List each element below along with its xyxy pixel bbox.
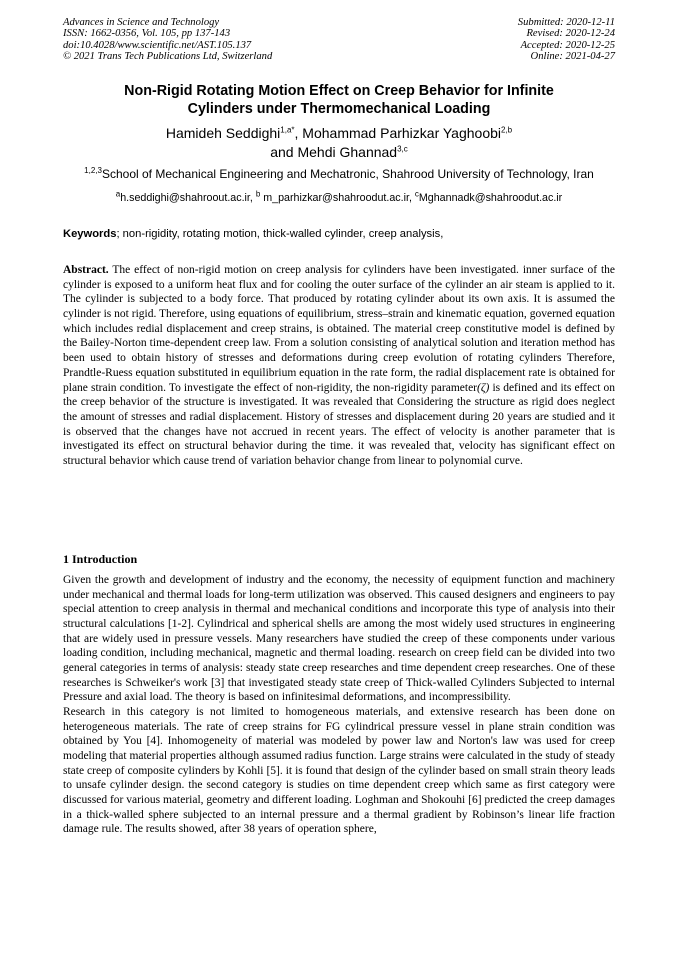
author-name: Mehdi Ghannad (297, 144, 398, 160)
accepted-date: Accepted: 2020-12-25 (520, 39, 615, 51)
author-emails (40, 191, 638, 205)
paragraph: Given the growth and development of industry and the economy, the necessity of equipment function and machinery under mechanical and thermal loads for long-term utilization was observed. This caused designers and engineers to pay special attention to creep analysis in thermal and mechanical conditions and incorporate this type of analysis into their structural calculations [1-2]. Cylindrical and spherical shells are among the most widely used structures in engineering that are widely used in pressure vessels. Many researchers have studied the creep of these components under various loading condition, including mechanical, magnetic and thermal loading. research on creep field can be divided into two general categories in terms of analysis: steady state creep researches and time dependent creep researches. One of these researches is Schweiker's work [3] that investigated steady state creep of Thick-walled Cylinders Subjected to internal Pressure and axial load. The theory is based on infinitesimal deformations, and incompressibility. (63, 574, 615, 704)
keywords-label: Keywords (63, 228, 117, 240)
author-and: and (270, 144, 298, 160)
issn-line: ISSN: 1662-0356, Vol. 105, pp 137-143 (63, 28, 231, 40)
email-c[interactable]: Mghannadk@shahroodut.ac.ir (418, 192, 563, 204)
author-affil-mark: 1,a* (280, 125, 295, 135)
doi-line[interactable]: doi:10.4028/www.scientific.net/AST.105.137 (63, 39, 252, 51)
abstract (63, 263, 615, 469)
email-a[interactable]: h.seddighi@shahroout.ac.ir, (120, 192, 256, 204)
author-line-2 (40, 143, 638, 162)
abstract-text-continued: is defined and its effect on the creep behavior of the structure is investigated. It was revealed that Considering the structure as rigid does neglect the amount of stresses and radial displacement. History of stresses and displacement during 20 years are studied and it is observed that the changes have not accrued in recent years. The effect of velocity is another parameter that is investigated its effect on structural behavior during the time. it was revealed that, velocity has significant effect on structural behavior which cause trend of variation behavior change from linear to polynomial curve. (63, 381, 615, 467)
title-line-1: Non-Rigid Rotating Motion Effect on Creep Behavior for Infinite (124, 83, 554, 99)
keywords (63, 227, 623, 241)
revised-date: Revised: 2020-12-24 (526, 28, 615, 40)
section-heading-introduction: 1 Introduction (63, 552, 138, 566)
publication-dates (518, 17, 615, 63)
affiliation (40, 167, 638, 182)
affiliation-mark: 1,2,3 (84, 166, 102, 175)
author-line-1 (40, 124, 638, 143)
non-rigidity-symbol: (ζ) (477, 381, 490, 394)
title-line-2: Cylinders under Thermomechanical Loading (187, 101, 491, 117)
online-date: Online: 2021-04-27 (530, 51, 615, 63)
introduction-body (63, 573, 615, 837)
author-affil-mark: 2,b (501, 125, 513, 135)
journal-info (63, 17, 272, 63)
author-list (40, 124, 638, 162)
affiliation-text: School of Mechanical Engineering and Mechatronic, Shahrood University of Technology, Iran (101, 167, 594, 181)
paper-title (40, 82, 638, 118)
journal-name: Advances in Science and Technology (63, 17, 220, 28)
abstract-label: Abstract. (63, 264, 109, 276)
paragraph: Research in this category is not limited to homogeneous materials, and extensive research has been done on heterogeneous materials. The rate of creep strains for FG cylindrical pressure vessel in plane strain condition was obtained by You [4]. Inhomogeneity of material was modeled by power law and Norton's law was used for creep modeling that material properties although assumed radius function. Large strains were calculated in the study of steady state creep of composite cylinders by Kohli [5]. it is found that design of the cylinder based on small strain theory leads to unsafe cylinder design. the second category is studies on time dependent creep which same as first category were discussed for various material, geometry and different loading. Loghman and Shokouhi [6] predicted the creep damages in a thick-walled sphere subjected to an internal pressure and a thermal gradient by Robinson’s linear life fraction damage rule. The results showed, after 38 years of operation sphere, (63, 705, 615, 836)
author-affil-mark: 3,c (397, 144, 408, 154)
author-name: Mohammad Parhizkar Yaghoobi (302, 125, 501, 141)
keywords-text: ; non-rigidity, rotating motion, thick-walled cylinder, creep analysis, (116, 228, 444, 240)
email-mark: b (255, 189, 261, 199)
author-separator: , (294, 125, 303, 141)
copyright-line: © 2021 Trans Tech Publications Ltd, Switzerland (63, 51, 273, 63)
email-mark: c (414, 189, 419, 199)
email-mark: a (115, 189, 121, 199)
abstract-text: The effect of non-rigid motion on creep analysis for cylinders have been investigated. inner surface of the cylinder is exposed to a uniform heat flux and for cooling the outer surface of the cylinder an air steam is applied to it. The cylinder is subjected to a body force. That produced by rotating cylinder about its own axis. It is assumed the cylinder is not rigid. Therefore, using equations of equilibrium, stress–strain and kinematic equation, governed equation which includes redial displacement and creep strains, is obtained. The material creep constitutive model is defined by the Bailey-Norton time-dependent creep law. From a solution consisting of analytical solution and iteration method has been used to obtain history of stresses and deformations during creep evolution of rotating cylinders Therefore, Prandtle-Ruess equation substituted in equilibrium equation in the rate form, the radial displacement rate is obtained for plane strain condition. To investigate the effect of non-rigidity, the non-rigidity parameter (63, 264, 615, 394)
email-b[interactable]: m_parhizkar@shahroodut.ac.ir, (260, 192, 415, 204)
submitted-date: Submitted: 2020-12-11 (517, 17, 615, 28)
author-name: Hamideh Seddighi (165, 125, 281, 141)
